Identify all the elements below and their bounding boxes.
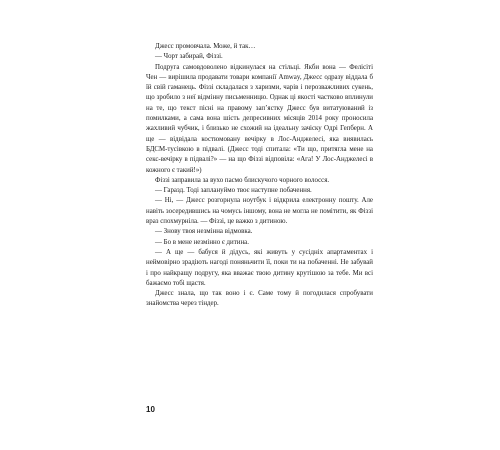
paragraph: Джесс промовчала. Може, й так… xyxy=(155,43,256,50)
paragraph: — Знову твоя незмінна відмовка. xyxy=(155,228,253,236)
paragraph: Подруга самовдоволено відкинулася на стільці. Якби вона — Фелісіті Чен — вирішила продавати товари компанії Amway, Джесс одразу віддала б їй свій гаманець. Фіззі складалася з харизми, чарів і перозважливих сукень, що зробило з неї відмінну письменницю. Однак ці якості частково вплинули на те, що текст пісні на правому зап’ястку Джесс був витатуюваний із помилками, а сама вона шість депресивних місяців 2014 року проносила жахливий чубчик, і близько не схожий на ідеальну зачіску Одрі Гепберн. А ще — відвідала костюмовану вечірку в Лос-Анджелесі, яка виявилась БДСМ-тусівкою в підвалі. (Джесс тоді спитала: «Ти що, притягла мене на секс-вечірку в підвалі?» — на що Фіззі відповіла: «Ага! У Лос-Анджелесі в кожного є такий!») xyxy=(146,63,373,174)
paragraph: — Бо в мене незмінно є дитина. xyxy=(155,238,249,246)
paragraph: — Ні, — Джесс розгорнула ноутбук і відкрила електронну пошту. Але навіть зосередившись на чомусь іншому, вона не могла не помітити, як Фіззі враз спохмурніла. — Фіззі, це важко з дитиною. xyxy=(146,197,373,226)
paragraph: — Чорт забирай, Фіззі. xyxy=(155,53,223,61)
page-number: 10 xyxy=(146,405,155,414)
paragraph: — А ще — бабуся й дідусь, які живуть у сусідніх апартаментах і неймовірно зрадіють нагоді поняньчити її, поки ти на побаченні. Не забувай і про найкращу подругу, яка вважає твою дитину крутішою за тебе. Ми всі бажаємо тобі щастя. xyxy=(146,248,373,287)
book-page-text xyxy=(146,42,373,310)
paragraph: — Гаразд. Тоді заплануймо твоє наступне побачення. xyxy=(155,187,312,195)
paragraph: Джесс знала, що так воно і є. Саме тому й погодилася спробувати знайомства через тіндер. xyxy=(146,290,373,308)
paragraph: Фіззі заправила за вухо пасмо блискучого чорного волосся. xyxy=(155,176,330,184)
